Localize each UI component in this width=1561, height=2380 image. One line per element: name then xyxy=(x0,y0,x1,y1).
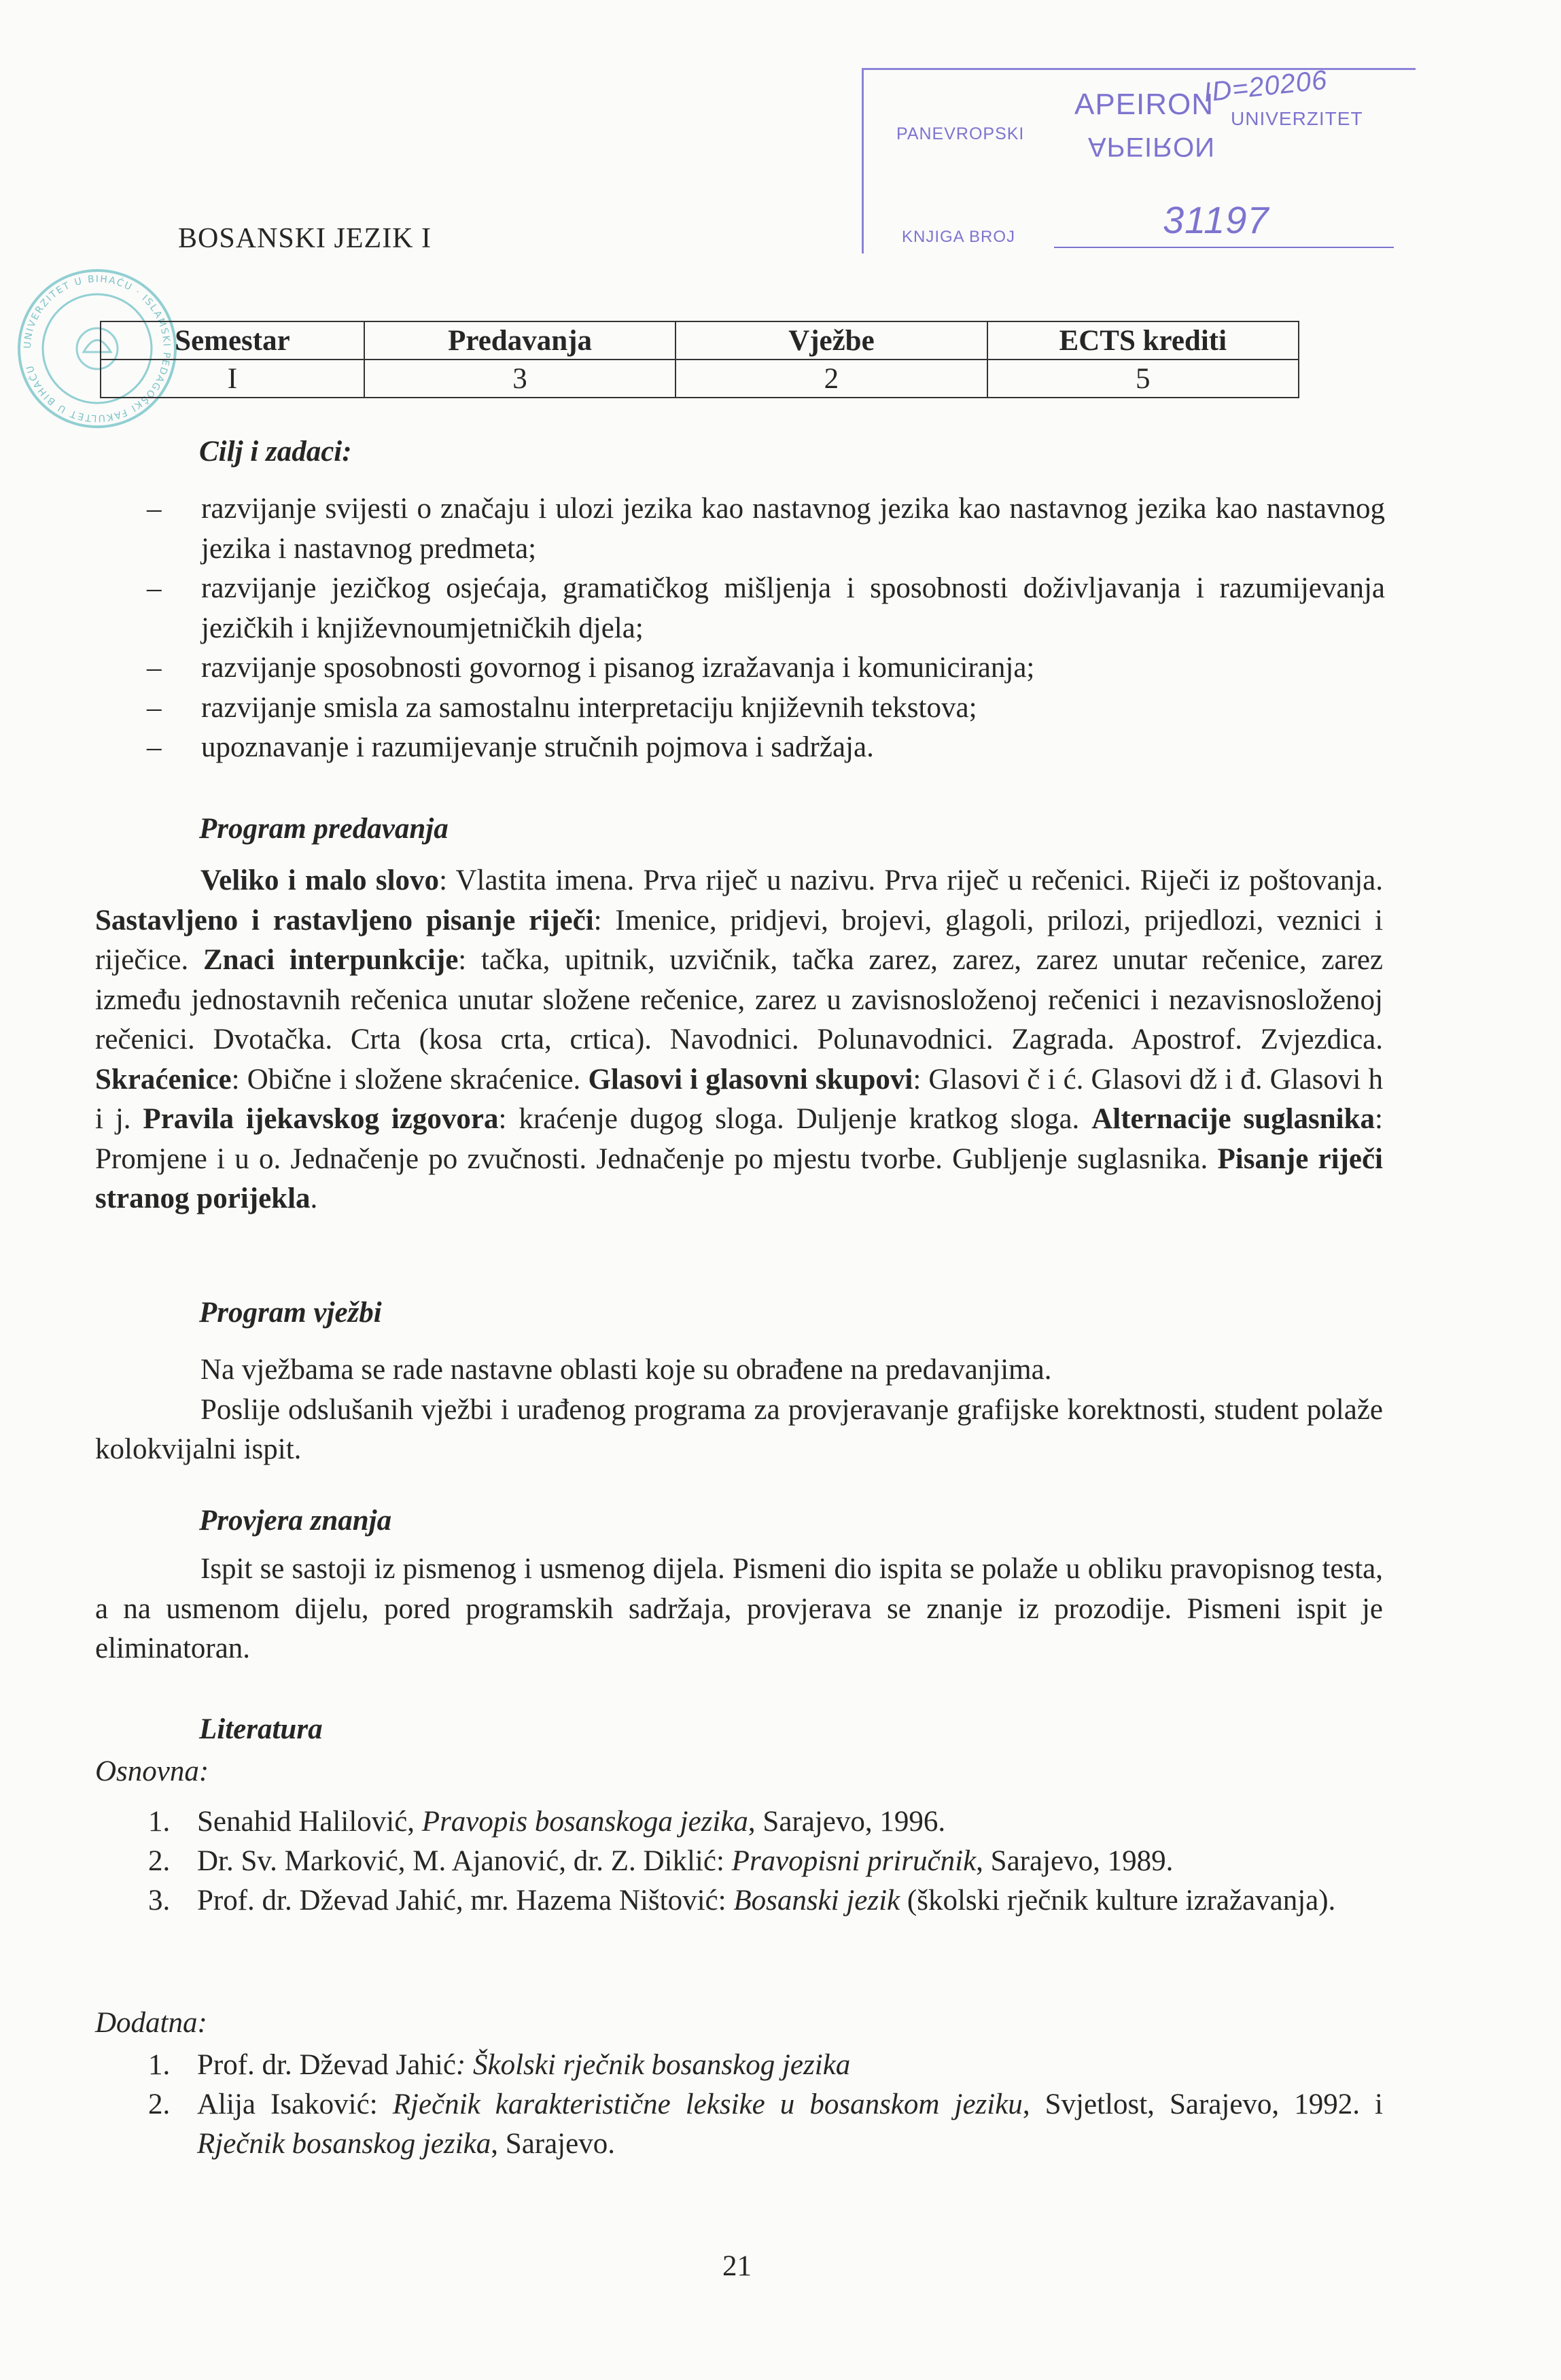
list-item: – upoznavanje i razumijevanje stručnih pojmova i sadržaja. xyxy=(141,728,1385,768)
topic-heading: Alternacije suglasnika xyxy=(1091,1103,1375,1135)
item-title: : Školski rječnik bosanskog jezika xyxy=(455,2049,851,2081)
topic-heading: Skraćenice xyxy=(95,1063,232,1096)
item-author: Prof. dr. Dževad Jahić xyxy=(197,2049,456,2081)
topic-heading: Glasovi i glasovni skupovi xyxy=(588,1063,913,1096)
topic-content: : Promjene i u o. Jednačenje po zvučnosti. Jednačenje po mjestu tvorbe. Gubljenje suglasnika. xyxy=(95,1103,1383,1175)
section-heading-aims: Cilj i zadaci: xyxy=(199,436,352,468)
item-title: Bosanski jezik xyxy=(733,1885,900,1917)
stamp-name-mirrored: APEIRON xyxy=(1088,132,1216,162)
item-number: 1. xyxy=(148,2049,171,2081)
section-heading-literature: Literatura xyxy=(199,1713,323,1745)
table-header-row xyxy=(101,321,1299,360)
item-author: Senahid Halilović, xyxy=(197,1806,422,1838)
stamp-faculty: PANEVROPSKI xyxy=(896,124,1025,143)
table-header-cell: Predavanja xyxy=(364,321,676,360)
item-details: (školski rječnik kulture izražavanja). xyxy=(900,1885,1336,1917)
registration-stamp xyxy=(862,65,1416,253)
stamp-name: APEIRON xyxy=(1074,88,1214,121)
stamp-book-label: KNJIGA BROJ xyxy=(902,228,1016,246)
basic-literature-list xyxy=(95,1802,1383,1921)
topic-heading: Sastavljeno i rastavljeno pisanje riječi xyxy=(95,904,594,937)
exam-paragraph: Ispit se sastoji iz pismenog i usmenog dijela. Pismeni dio ispita se polaže u obliku pravopisnog testa, a na usmenom dijelu, pored programskih sadržaja, provjerava se znanje iz prozodije. Pismeni ispit je eliminatoran. xyxy=(95,1553,1383,1664)
item-details: , Sarajevo, 1989. xyxy=(976,1845,1174,1877)
topic-heading: Pravila ijekavskog izgovora xyxy=(143,1103,499,1135)
table-cell: 2 xyxy=(676,360,987,398)
lectures-paragraph xyxy=(95,861,1383,1219)
item-number: 1. xyxy=(148,1806,171,1838)
topic-heading: Pisanje riječi stranog porijekla xyxy=(95,1142,1383,1214)
literature-extra-label: Dodatna: xyxy=(95,2007,207,2039)
item-title: Pravopisni priručnik xyxy=(731,1845,977,1877)
exam-info xyxy=(95,1550,1383,1669)
section-heading-exercises: Program vježbi xyxy=(199,1297,382,1329)
svg-text:UNIVERZITET U BIHAĆU · ISLAMSK: UNIVERZITET U BIHAĆU · ISLAMSKI PEDAGOŠKI FAKULTET U BIHAĆU xyxy=(22,273,173,424)
topic-content: : kraćenje dugog sloga. Duljenje kratkog sloga. xyxy=(498,1103,1092,1135)
item-details: , Svjetlost, Sarajevo, 1992. i xyxy=(1022,2088,1383,2120)
aims-list xyxy=(141,489,1385,768)
list-item: – razvijanje smisla za samostalnu interpretaciju književnih tekstova; xyxy=(141,688,1385,729)
table-header-cell: Vježbe xyxy=(676,321,987,360)
item-number: 2. xyxy=(148,1845,171,1877)
lectures-program xyxy=(95,861,1383,1219)
topic-content: : tačka, upitnik, uzvičnik, tačka zarez, zarez, zarez unutar rečenice, zarez između jednostavnih rečenica unutar složene rečenice, zarez u zavisnosloženoj rečenici i nezavisnosloženoj rečenici. Dvotačka. Crta (kosa crta, crtica). Navodnici. Polunavodnici. Zagrada. Apostrof. Zvjezdica. xyxy=(95,944,1383,1055)
item-title: Pravopis bosanskoga jezika xyxy=(421,1806,748,1838)
item-title-secondary: Rječnik bosanskog jezika xyxy=(197,2128,491,2160)
exercises-program xyxy=(95,1350,1383,1470)
stamp-id-note: ID=20206 xyxy=(1202,65,1329,108)
item-author: Prof. dr. Dževad Jahić, mr. Hazema Ništović: xyxy=(197,1885,734,1917)
item-title: Rječnik karakteristične leksike u bosanskom jeziku xyxy=(392,2088,1023,2120)
list-item: – razvijanje jezičkog osjećaja, gramatičkog mišljenja i sposobnosti doživljavanja i razumijevanja jezičkih i književnoumjetničkih djela; xyxy=(141,569,1385,648)
topic-content: : Vlastita imena. Prva riječ u nazivu. Prva riječ u rečenici. Riječi iz poštovanja. xyxy=(439,864,1383,896)
list-item xyxy=(95,2046,1383,2085)
table-cell: 3 xyxy=(364,360,676,398)
section-heading-exam: Provjera znanja xyxy=(199,1505,392,1537)
stamp-university: UNIVERZITET xyxy=(1231,108,1363,129)
table-cell: 5 xyxy=(987,360,1299,398)
exercises-paragraph: Poslije odslušanih vježbi i urađenog programa za provjeravanje grafijske korektnosti, student polaže kolokvijalni ispit. xyxy=(95,1393,1383,1465)
course-info-table xyxy=(100,321,1299,398)
stamp-book-number: 31197 xyxy=(1163,198,1269,241)
item-number: 2. xyxy=(148,2088,171,2120)
item-author: Alija Isaković: xyxy=(197,2088,393,2120)
topic-content: . xyxy=(310,1183,318,1214)
list-item: – razvijanje svijesti o značaju i ulozi jezika kao nastavnog jezika kao nastavnog jezika kao nastavnog jezika i nastavnog predmeta; xyxy=(141,489,1385,569)
item-details: , Sarajevo, 1996. xyxy=(748,1806,946,1838)
topic-content: : Obične i složene skraćenice. xyxy=(231,1063,589,1096)
topic-heading: Veliko i malo slovo xyxy=(200,864,440,896)
literature-basic-label: Osnovna: xyxy=(95,1755,209,1787)
item-author: Dr. Sv. Marković, M. Ajanović, dr. Z. Diklić: xyxy=(197,1845,732,1877)
table-header-cell: Semestar xyxy=(101,321,364,360)
item-details: , Sarajevo. xyxy=(491,2128,615,2160)
table-cell: I xyxy=(101,360,364,398)
exercises-paragraph: Na vježbama se rade nastavne oblasti koje su obrađene na predavanjima. xyxy=(200,1354,1052,1386)
list-item xyxy=(95,1881,1383,1921)
list-item: – razvijanje sposobnosti govornog i pisanog izražavanja i komuniciranja; xyxy=(141,648,1385,688)
list-item xyxy=(95,1842,1383,1881)
stamp-underline xyxy=(1054,247,1394,248)
table-row xyxy=(101,360,1299,398)
list-item xyxy=(95,1802,1383,1842)
course-title: BOSANSKI JEZIK I xyxy=(178,223,432,254)
topic-content: : Imenice, pridjevi, brojevi, glagoli, prilozi, prijedlozi, veznici i riječice. xyxy=(95,904,1383,976)
table-header-cell: ECTS krediti xyxy=(987,321,1299,360)
topic-content: : Glasovi č i ć. Glasovi dž i đ. Glasovi h i j. xyxy=(95,1063,1383,1135)
list-item xyxy=(95,2085,1383,2164)
item-number: 3. xyxy=(148,1885,171,1917)
topic-heading: Znaci interpunkcije xyxy=(203,944,459,976)
section-heading-lectures: Program predavanja xyxy=(199,813,449,845)
page-number: 21 xyxy=(722,2250,752,2282)
extra-literature-list xyxy=(95,2046,1383,2164)
